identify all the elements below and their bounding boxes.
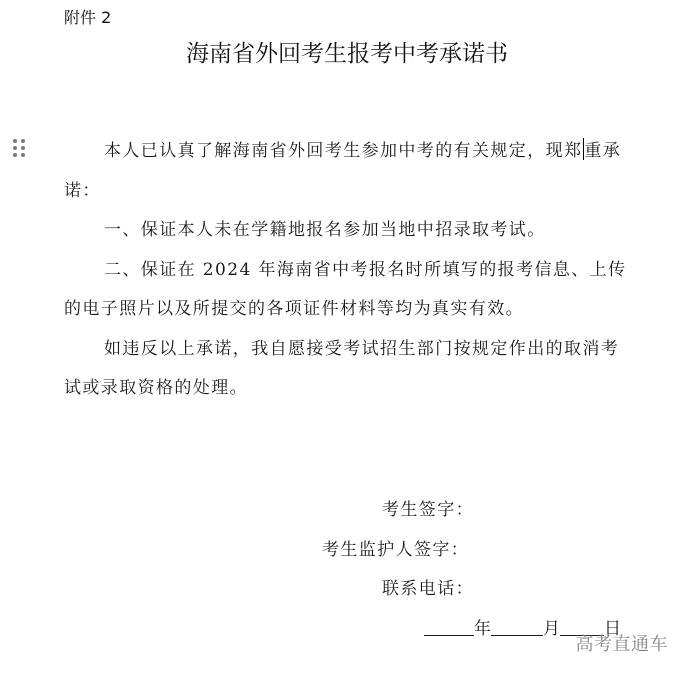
drag-dot [21, 146, 25, 150]
paragraph-promise-2[interactable]: 二、保证在 2024 年海南省中考报名时所填写的报考信息、上传的电子照片以及所提交的各项证件材料等均为真实有效。 [64, 259, 627, 319]
candidate-signature-label: 考生签字： [382, 500, 474, 520]
attachment-label: 附件 2 [64, 8, 112, 27]
drag-dot [13, 146, 17, 150]
phone-label: 联系电话： [382, 579, 474, 599]
document-body[interactable] [64, 132, 636, 409]
drag-dot [21, 153, 25, 157]
month-blank[interactable] [491, 617, 543, 636]
month-label: 月 [543, 619, 560, 639]
year-blank[interactable] [424, 617, 474, 636]
paragraph-consequence[interactable]: 如违反以上承诺，我自愿接受考试招生部门按规定作出的取消考试或录取资格的处理。 [64, 338, 620, 398]
drag-dot [21, 139, 25, 143]
paragraph-intro-rest: 重承诺： [64, 141, 622, 201]
document-title: 海南省外回考生报考中考承诺书 [186, 41, 508, 67]
guardian-signature-label: 考生监护人签字： [322, 540, 470, 560]
paragraph-intro[interactable] [64, 132, 636, 211]
paragraph-promise-1[interactable]: 一、保证本人未在学籍地报名参加当地中招录取考试。 [104, 220, 546, 240]
drag-dot [13, 139, 17, 143]
drag-dot [13, 153, 17, 157]
drag-handle-icon[interactable] [13, 139, 27, 159]
paragraph-intro-text: 本人已认真了解海南省外回考生参加中考的有关规定，现郑 [104, 141, 583, 161]
year-label: 年 [474, 619, 491, 639]
day-label: 日 [604, 619, 621, 639]
watermark: 高考直通车 [575, 634, 668, 655]
